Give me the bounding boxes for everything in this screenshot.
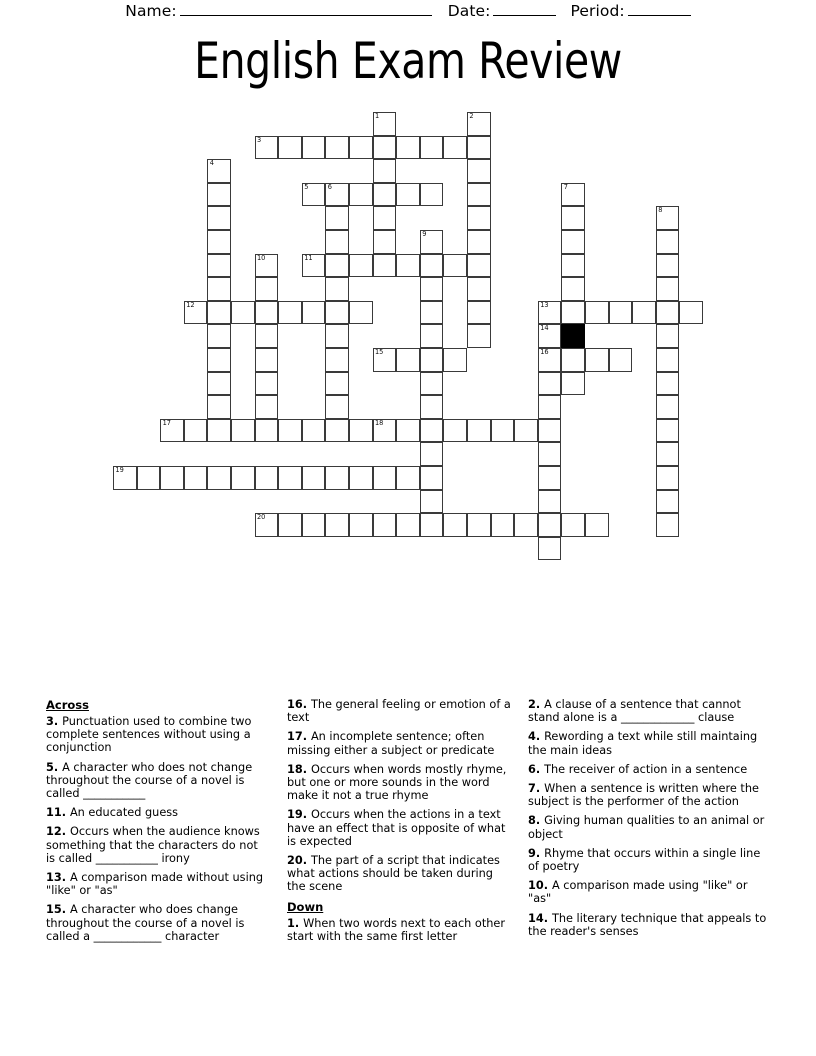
clue-item [287,730,511,756]
crossword-cell[interactable] [420,513,444,537]
crossword-cell[interactable] [278,466,302,490]
crossword-cell[interactable] [538,419,562,443]
crossword-cell[interactable] [656,490,680,514]
clue-text: The general feeling or emotion of a text [287,698,511,725]
crossword-cell[interactable] [325,513,349,537]
crossword-cell[interactable] [373,254,397,278]
crossword-cell[interactable] [420,348,444,372]
crossword-cell[interactable] [325,206,349,230]
crossword-cell[interactable] [656,372,680,396]
crossword-cell[interactable] [207,395,231,419]
clue-item [46,761,270,801]
crossword-cell[interactable] [349,183,373,207]
crossword-cell[interactable] [184,301,208,325]
clue-number: 9. [528,846,545,860]
down-heading: Down [287,899,324,914]
crossword-cell[interactable] [207,419,231,443]
period-writing-line[interactable] [628,3,691,16]
crossword-cell[interactable] [420,490,444,514]
clue-item [46,806,270,819]
clue-item [287,763,511,803]
clue-lists [46,698,770,949]
crossword-cell[interactable] [420,466,444,490]
name-writing-line[interactable] [180,3,432,16]
crossword-cell[interactable] [207,277,231,301]
crossword-block-cell [561,324,585,348]
clue-item [287,698,511,724]
clue-text: Giving human qualities to an animal or object [528,814,765,841]
crossword-cell[interactable] [491,513,515,537]
crossword-cell[interactable] [656,419,680,443]
crossword-cell[interactable] [538,490,562,514]
crossword-cell[interactable] [561,301,585,325]
date-writing-line[interactable] [493,3,556,16]
crossword-cell[interactable] [538,348,562,372]
crossword-cell[interactable] [656,466,680,490]
crossword-cell-number: 4 [209,159,214,168]
crossword-cell[interactable] [255,254,279,278]
crossword-cell[interactable] [561,206,585,230]
crossword-cell[interactable] [585,301,609,325]
crossword-cell[interactable] [255,277,279,301]
crossword-cell[interactable] [656,442,680,466]
clue-item [528,730,769,756]
crossword-cell[interactable] [255,324,279,348]
crossword-cell[interactable] [561,348,585,372]
clue-column-2 [287,698,528,949]
crossword-cell[interactable] [373,183,397,207]
crossword-cell[interactable] [207,466,231,490]
crossword-cell[interactable] [561,513,585,537]
clue-item [528,912,769,938]
clue-text: Occurs when words mostly rhyme, but one or more sounds in the word make it not a true rhyme [287,762,507,803]
crossword-cell[interactable] [585,513,609,537]
crossword-cell[interactable] [467,112,491,136]
clue-text: Rhyme that occurs within a single line of poetry [528,846,761,874]
clue-number: 2. [528,698,545,711]
crossword-cell[interactable] [184,466,208,490]
crossword-cell[interactable] [491,419,515,443]
crossword-cell[interactable] [420,277,444,301]
crossword-cell[interactable] [207,301,231,325]
crossword-cell[interactable] [396,348,420,372]
clue-item [46,903,270,943]
crossword-cell[interactable] [632,301,656,325]
crossword-cell[interactable] [420,419,444,443]
clue-number: 17. [287,730,311,744]
crossword-cell[interactable] [325,395,349,419]
clue-item [287,854,511,894]
crossword-cell-number: 16 [540,348,549,356]
crossword-cell[interactable] [255,419,279,443]
crossword-cell[interactable] [538,372,562,396]
page-title: English Exam Review [194,32,622,90]
crossword-cell[interactable] [467,136,491,160]
clue-number: 1. [287,916,304,930]
crossword-cell[interactable] [325,301,349,325]
crossword-cell[interactable] [396,513,420,537]
crossword-cell-number: 15 [374,348,384,356]
crossword-cell[interactable] [160,419,184,443]
clue-number: 18. [287,762,311,776]
crossword-cell[interactable] [538,537,562,561]
crossword-cell[interactable] [538,301,562,325]
crossword-cell[interactable] [207,206,231,230]
crossword-cell-number: 7 [563,182,568,191]
crossword-cell[interactable] [373,419,397,443]
crossword-cell[interactable] [396,183,420,207]
crossword-cell[interactable] [373,136,397,160]
crossword-cell[interactable] [538,442,562,466]
crossword-cell[interactable] [373,159,397,183]
crossword-cell[interactable] [679,301,703,325]
clue-number: 3. [46,715,63,728]
crossword-cell[interactable] [207,230,231,254]
crossword-cell[interactable] [396,466,420,490]
crossword-cell[interactable] [561,183,585,207]
clue-item [528,879,769,905]
clue-number: 14. [528,911,552,925]
clue-item [46,871,270,897]
crossword-cell[interactable] [278,136,302,160]
clue-number: 10. [528,879,552,893]
crossword-cell[interactable] [609,301,633,325]
clue-text: A comparison made without using "like" or "as" [46,871,264,898]
crossword-cell[interactable] [255,301,279,325]
clue-text: A character who does not change throughout the course of a novel is called ___________ [46,760,253,801]
crossword-cell-number: 12 [186,300,195,309]
clue-text: Rewording a text while still maintaing the main ideas [528,730,758,757]
crossword-cell[interactable] [467,419,491,443]
clue-text: Occurs when the audience knows something that the characters do not is called ___________ irony [46,825,260,865]
date-field[interactable] [448,2,557,20]
crossword-cell[interactable] [160,466,184,490]
crossword-cell[interactable] [538,395,562,419]
crossword-cell[interactable] [349,254,373,278]
name-label: Name: [125,2,177,20]
crossword-cell[interactable] [467,254,491,278]
crossword-cell[interactable] [325,372,349,396]
crossword-cell[interactable] [278,301,302,325]
clue-number: 19. [287,808,311,822]
crossword-cell[interactable] [373,230,397,254]
crossword-cell[interactable] [373,206,397,230]
crossword-cell-number: 10 [256,253,266,262]
crossword-cell[interactable] [467,301,491,325]
clue-number: 16. [287,698,311,711]
clue-text: A comparison made using "like" or "as" [528,879,748,906]
crossword-cell[interactable] [656,206,680,230]
clue-number: 8. [528,814,545,828]
date-label: Date: [447,2,491,20]
crossword-cell[interactable] [656,301,680,325]
clue-item [287,917,511,943]
crossword-cell[interactable] [325,466,349,490]
crossword-cell[interactable] [207,159,231,183]
crossword-cell[interactable] [420,324,444,348]
crossword-cell[interactable] [255,136,279,160]
clue-number: 13. [46,871,70,885]
crossword-cell[interactable] [656,277,680,301]
crossword-cell[interactable] [373,348,397,372]
clue-number: 4. [528,730,545,744]
crossword-cell[interactable] [231,419,255,443]
clue-text: Occurs when the actions in a text have an effect that is opposite of what is expected [287,808,506,848]
crossword-cell[interactable] [325,254,349,278]
crossword-cell[interactable] [609,348,633,372]
crossword-cell[interactable] [349,466,373,490]
crossword-cell[interactable] [420,183,444,207]
crossword-cell[interactable] [302,513,326,537]
crossword-cell-number: 11 [304,253,313,262]
name-field[interactable] [125,2,431,20]
crossword-cell[interactable] [325,277,349,301]
crossword-cell-number: 5 [304,182,309,191]
crossword-cell[interactable] [207,183,231,207]
crossword-cell[interactable] [443,513,467,537]
crossword-cell-number: 9 [422,230,427,238]
crossword-cell[interactable] [325,136,349,160]
crossword-cell[interactable] [302,301,326,325]
crossword-cell[interactable] [231,301,255,325]
clue-item [528,698,769,724]
clue-item [528,782,769,808]
crossword-cell[interactable] [656,513,680,537]
crossword-cell[interactable] [302,254,326,278]
clue-text: The literary technique that appeals to the reader's senses [528,911,767,938]
crossword-cell[interactable] [207,324,231,348]
crossword-cell[interactable] [349,513,373,537]
crossword-cell[interactable] [443,348,467,372]
crossword-cell-number: 18 [374,418,384,427]
crossword-cell[interactable] [561,277,585,301]
crossword-cell[interactable] [396,136,420,160]
crossword-cell[interactable] [656,254,680,278]
crossword-cell[interactable] [467,230,491,254]
crossword-cell[interactable] [420,395,444,419]
crossword-cell[interactable] [396,419,420,443]
clue-number: 6. [528,762,545,776]
crossword-cell[interactable] [443,419,467,443]
crossword-cell-number: 13 [540,300,549,309]
crossword-cell[interactable] [325,230,349,254]
crossword-cell[interactable] [420,442,444,466]
crossword-cell[interactable] [302,183,326,207]
crossword-cell[interactable] [184,419,208,443]
crossword-cell[interactable] [278,419,302,443]
crossword-cell-number: 8 [658,206,663,215]
crossword-cell[interactable] [467,324,491,348]
clue-item [528,763,769,776]
clue-number: 7. [528,782,545,796]
clue-item [46,715,270,755]
crossword-cell[interactable] [373,513,397,537]
crossword-cell[interactable] [255,372,279,396]
crossword-cell[interactable] [396,254,420,278]
crossword-cell[interactable] [420,254,444,278]
crossword-cell[interactable] [302,136,326,160]
crossword-cell[interactable] [255,513,279,537]
crossword-cell[interactable] [207,372,231,396]
clue-item [528,847,769,873]
crossword-cell[interactable] [514,513,538,537]
crossword-cell[interactable] [325,183,349,207]
crossword-cell-number: 1 [374,112,380,120]
crossword-cell[interactable] [467,183,491,207]
crossword-cell[interactable] [656,324,680,348]
clue-item [287,808,511,848]
period-field[interactable] [570,2,690,20]
crossword-cell-number: 2 [469,112,474,120]
crossword-cell[interactable] [325,348,349,372]
crossword-cell[interactable] [349,136,373,160]
clue-text: The receiver of action in a sentence [544,762,748,776]
crossword-cell[interactable] [373,466,397,490]
crossword-cell[interactable] [302,466,326,490]
clue-column-1 [46,698,287,949]
crossword-cell-number: 19 [115,466,124,474]
crossword-cell[interactable] [561,230,585,254]
crossword-cell[interactable] [467,277,491,301]
crossword-cell[interactable] [137,466,161,490]
across-heading: Across [46,698,89,712]
crossword-cell[interactable] [656,348,680,372]
clue-column-3 [528,698,769,944]
clue-text: The part of a script that indicates what actions should be taken during the scene [287,854,500,894]
clue-text: When two words next to each other start with the same first letter [287,916,506,943]
clue-item [528,814,769,840]
crossword-cell[interactable] [443,136,467,160]
student-info-line [0,2,816,20]
crossword-cell[interactable] [538,513,562,537]
crossword-cell[interactable] [561,372,585,396]
crossword-cell[interactable] [207,254,231,278]
period-label: Period: [570,2,625,20]
crossword-cell[interactable] [113,466,137,490]
crossword-cell[interactable] [514,419,538,443]
crossword-cell[interactable] [349,419,373,443]
crossword-cell[interactable] [443,254,467,278]
crossword-cell[interactable] [656,230,680,254]
clue-text: An educated guess [69,806,179,820]
crossword-cell-number: 14 [540,324,549,333]
crossword-cell[interactable] [420,136,444,160]
crossword-cell[interactable] [255,395,279,419]
clue-number: 11. [46,806,70,820]
crossword-cell[interactable] [325,419,349,443]
clue-text: Punctuation used to combine two complete sentences without using a conjunction [46,715,252,755]
crossword-cell[interactable] [278,513,302,537]
clue-text: An incomplete sentence; often missing either a subject or predicate [287,730,495,757]
crossword-cell[interactable] [585,348,609,372]
crossword-cell[interactable] [420,230,444,254]
crossword-cell[interactable] [255,466,279,490]
clue-text: A character who does change throughout the course of a novel is called a ____________ character [46,903,245,943]
crossword-cell-number: 3 [256,135,262,144]
crossword-cell[interactable] [373,112,397,136]
crossword-cell[interactable] [349,301,373,325]
crossword-cell[interactable] [207,348,231,372]
crossword-cell-number: 20 [256,513,266,522]
crossword-cell-number: 6 [327,182,332,191]
crossword-cell[interactable] [561,254,585,278]
crossword-cell[interactable] [325,324,349,348]
crossword-grid[interactable] [113,112,713,532]
clue-number: 20. [287,854,311,868]
clue-text: A clause of a sentence that cannot stand alone is a _____________ clause [528,698,741,725]
clue-item [46,825,270,865]
crossword-cell[interactable] [302,419,326,443]
crossword-cell[interactable] [467,513,491,537]
crossword-cell[interactable] [255,348,279,372]
crossword-cell[interactable] [538,466,562,490]
clue-text: When a sentence is written where the subject is the performer of the action [528,782,759,809]
crossword-cell-number: 17 [162,418,171,427]
crossword-cell[interactable] [538,324,562,348]
clue-number: 15. [46,903,70,917]
crossword-cell[interactable] [656,395,680,419]
clue-number: 5. [46,760,63,774]
crossword-cell[interactable] [467,159,491,183]
crossword-cell[interactable] [420,372,444,396]
crossword-cell[interactable] [420,301,444,325]
crossword-cell[interactable] [231,466,255,490]
clue-number: 12. [46,825,70,839]
crossword-cell[interactable] [467,206,491,230]
